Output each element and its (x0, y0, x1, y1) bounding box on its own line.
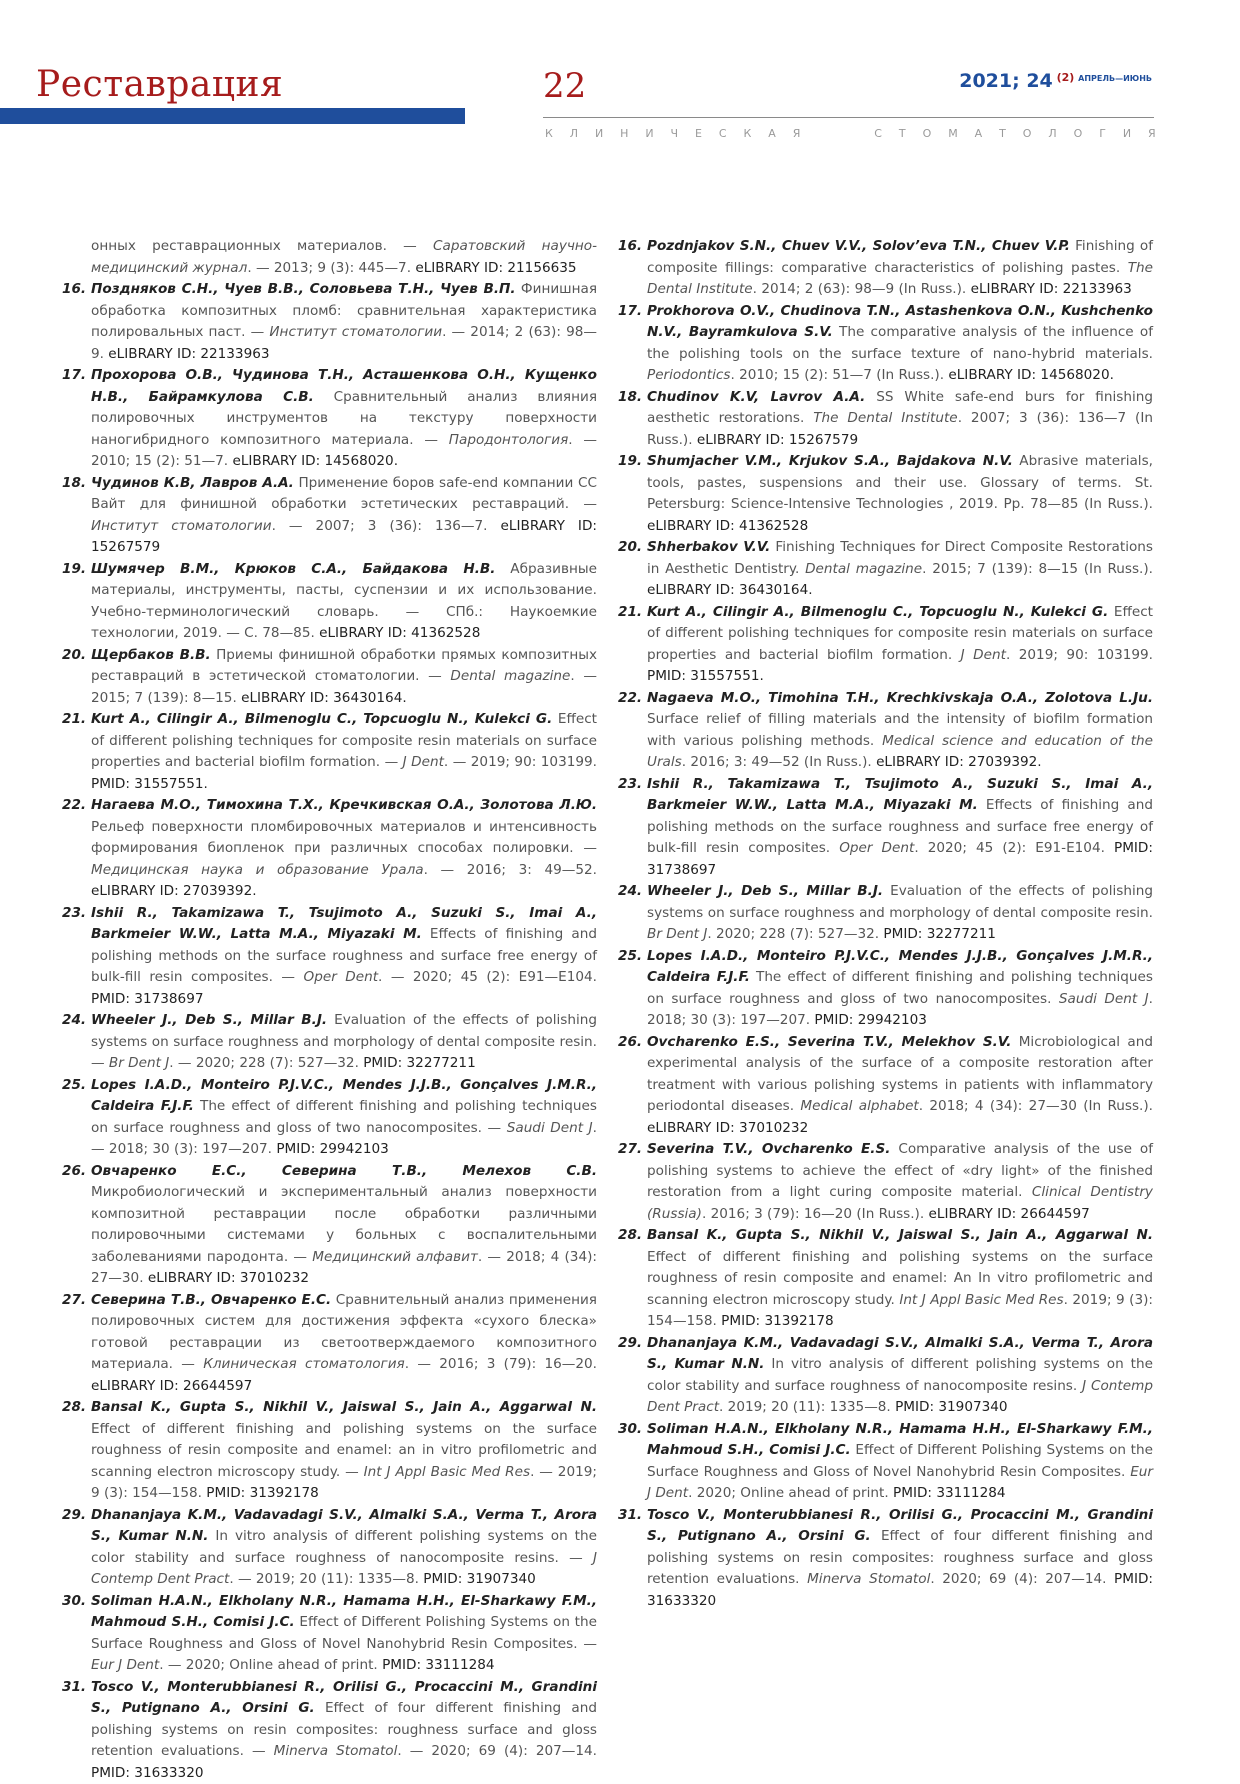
reference-authors: Lopes I.A.D., Monteiro P.J.V.C., Mendes J.J.B., Gonçalves J.M.R., Caldeira F.J.F. (647, 948, 1153, 986)
reference-journal: Oper Dent (304, 969, 379, 985)
reference-authors: Tosco V., Monterubbianesi R., Orilisi G., Procaccini M., Grandini S., Putignano A., Orsini G. (647, 1507, 1153, 1545)
reference-number: 19. (62, 559, 86, 581)
reference-details: . 2020; 228 (7): 527—32. (707, 926, 883, 942)
reference-item (62, 645, 597, 710)
reference-item (62, 236, 597, 279)
reference-item (62, 903, 597, 1011)
journal-letter: С (719, 127, 727, 140)
reference-item (62, 1075, 597, 1161)
journal-letter: Ч (671, 127, 679, 140)
journal-letter: Т (899, 127, 906, 140)
reference-number: 25. (62, 1075, 86, 1097)
reference-title: Finishing Techniques for Direct Composite Restorations in Aesthetic Dentistry. (647, 539, 1153, 577)
reference-identifier: PMID: 31633320 (647, 1571, 1153, 1609)
reference-item (618, 1032, 1153, 1140)
reference-details: . — 2019; 20 (11): 1335—8. (229, 1571, 423, 1587)
reference-title: Абразивные материалы, инструменты, пасты, суспензии и их использование. Учебно-терминологический словарь. — СПб.: Наукоемкие технологии, 2019. — С. 78—85. (91, 561, 597, 642)
reference-number: 21. (62, 709, 86, 731)
reference-identifier: eLIBRARY ID: 41362528 (319, 625, 480, 641)
reference-journal: Саратовский научно-медицинский журнал (91, 238, 597, 276)
references-english-column (618, 236, 1153, 1612)
reference-title: Применение боров safe-end компании СС Вайт для финишной обработки эстетических реставраций. — (91, 475, 597, 513)
reference-authors: Шумячер В.М., Крюков С.А., Байдакова Н.В. (91, 561, 495, 577)
reference-details: . — 2016; 3: 49—52. (424, 862, 597, 878)
reference-number: 29. (618, 1333, 642, 1355)
reference-authors: Soliman H.A.N., Elkholany N.R., Hamama H.H., El-Sharkawy F.M., Mahmoud S.H., Comisi J.C. (647, 1421, 1153, 1459)
reference-details: . — 2013; 9 (3): 445—7. (247, 260, 415, 276)
reference-journal: Br Dent J (109, 1055, 169, 1071)
reference-title: онных реставрационных материалов. — (91, 238, 433, 254)
reference-title: Effect of four different finishing and polishing systems on resin composites: roughness surface and gloss retention evaluations. (647, 1528, 1153, 1587)
reference-identifier: PMID: 32277211 (363, 1055, 476, 1071)
reference-item (618, 1505, 1153, 1613)
reference-identifier: PMID: 29942103 (276, 1141, 389, 1157)
reference-number: 17. (618, 301, 642, 323)
reference-identifier: eLIBRARY ID: 37010232 (647, 1120, 808, 1136)
reference-number: 18. (618, 387, 642, 409)
reference-number: 19. (618, 451, 642, 473)
reference-item (62, 1591, 597, 1677)
reference-identifier: PMID: 32277211 (883, 926, 996, 942)
journal-letter: К (545, 127, 553, 140)
reference-title: Comparative analysis of the use of polishing systems to achieve the effect of «dry light» of the finished restoration from a light curing composite material. (647, 1141, 1153, 1200)
reference-item (62, 1505, 597, 1591)
reference-authors: Wheeler J., Deb S., Millar B.J. (91, 1012, 327, 1028)
reference-title: Effect of different finishing and polishing systems on the surface roughness of resin composite and enamel: An In vitro profilometric and scanning electron microscopy study. (647, 1249, 1153, 1308)
reference-item (618, 774, 1153, 882)
reference-details: . 2018; 30 (3): 197—207. (647, 991, 1153, 1029)
header-rule (543, 117, 1154, 118)
reference-details: . 2010; 15 (2): 51—7 (In Russ.). (730, 367, 948, 383)
reference-authors: Bansal K., Gupta S., Nikhil V., Jaiswal S., Jain A., Aggarwal N. (647, 1227, 1153, 1243)
reference-item (618, 1333, 1153, 1419)
reference-identifier: eLIBRARY ID: 36430164. (647, 582, 813, 598)
reference-identifier: eLIBRARY ID: 26644597 (91, 1378, 252, 1394)
reference-item (618, 301, 1153, 387)
reference-details: . — 2019; 90: 103199. (444, 754, 597, 770)
reference-authors: Lopes I.A.D., Monteiro P.J.V.C., Mendes J.J.B., Gonçalves J.M.R., Caldeira F.J.F. (91, 1077, 597, 1115)
reference-number: 20. (62, 645, 86, 667)
reference-number: 31. (618, 1505, 642, 1527)
journal-letter: И (595, 127, 603, 140)
reference-identifier: PMID: 31738697 (647, 840, 1153, 878)
reference-number: 22. (62, 795, 86, 817)
reference-identifier: eLIBRARY ID: 27039392. (876, 754, 1042, 770)
reference-journal: Пародонтология (449, 432, 569, 448)
journal-letter: О (1074, 127, 1083, 140)
reference-title: Microbiological and experimental analysis of the surface of a composite restoration after treatment with various polishing systems in patients with inflammatory periodontal diseases. (647, 1034, 1153, 1115)
reference-identifier: PMID: 33111284 (893, 1485, 1006, 1501)
reference-title: Сравнительный анализ применения полировочных систем для достижения эффекта «сухого блеска» готовой реставрации из светоотверждаемого композитного материала. — (91, 1292, 597, 1373)
reference-number: 29. (62, 1505, 86, 1527)
reference-journal: Oper Dent (839, 840, 914, 856)
reference-title: Evaluation of the effects of polishing systems on surface roughness and morphology of dental composite resin. — (91, 1012, 597, 1071)
page-number: 22 (543, 66, 586, 106)
reference-identifier: eLIBRARY ID: 21156635 (415, 260, 576, 276)
reference-journal: Dental magazine (450, 668, 570, 684)
reference-details: . — 2016; 3 (79): 16—20. (405, 1356, 597, 1372)
reference-authors: Kurt A., Cilingir A., Bilmenoglu C., Topcuoglu N., Kulekci G. (91, 711, 552, 727)
reference-authors: Wheeler J., Deb S., Millar B.J. (647, 883, 883, 899)
reference-journal: Saudi Dent J (507, 1120, 593, 1136)
issue-volume: 24 (1026, 70, 1052, 92)
reference-number: 23. (62, 903, 86, 925)
journal-letter: Л (570, 127, 578, 140)
reference-item (618, 236, 1153, 301)
reference-journal: Medical science and education of the Urals (647, 733, 1153, 771)
reference-journal: Int J Appl Basic Med Res (899, 1292, 1063, 1308)
reference-identifier: PMID: 31392178 (206, 1485, 319, 1501)
reference-authors: Shherbakov V.V. (647, 539, 770, 555)
reference-title: SS White safe-end burs for finishing aesthetic restorations. (647, 389, 1153, 427)
reference-item (62, 1161, 597, 1290)
reference-number: 16. (62, 279, 86, 301)
reference-journal: Клиническая стоматология (203, 1356, 404, 1372)
reference-identifier: eLIBRARY ID: 22133963 (108, 346, 269, 362)
journal-letter: О (923, 127, 932, 140)
reference-title: The effect of different finishing and polishing techniques on surface roughness and gloss of two nanocomposites. (647, 969, 1153, 1007)
reference-details: . 2020; 45 (2): E91-E104. (914, 840, 1114, 856)
references-russian-column (62, 236, 597, 1784)
reference-journal: Medical alphabet (800, 1098, 918, 1114)
reference-details: . 2018; 4 (34): 27—30 (In Russ.). (919, 1098, 1153, 1114)
reference-journal: Медицинский алфавит (312, 1249, 478, 1265)
header-blue-bar (0, 108, 465, 124)
reference-item (618, 1419, 1153, 1505)
journal-letter: Е (695, 127, 702, 140)
reference-authors: Овчаренко Е.С., Северина Т.В., Мелехов С.В. (91, 1163, 597, 1179)
reference-authors: Nagaeva M.O., Timohina T.H., Krechkivskaja O.A., Zolotova L.Ju. (647, 690, 1153, 706)
reference-title: The effect of different finishing and polishing techniques on surface roughness and gloss of two nanocomposites. — (91, 1098, 597, 1136)
reference-authors: Chudinov K.V, Lavrov A.A. (647, 389, 865, 405)
reference-title: Финишная обработка композитных пломб: сравнительная характеристика полировальных паст. — (91, 281, 597, 340)
reference-authors: Ishii R., Takamizawa T., Tsujimoto A., Suzuki S., Imai A., Barkmeier W.W., Latta M.A., Miyazaki M. (647, 776, 1153, 814)
reference-journal: Minerva Stomatol (274, 1743, 398, 1759)
reference-identifier: PMID: 33111284 (382, 1657, 495, 1673)
reference-journal: J Dent (403, 754, 444, 770)
reference-title: Effect of different polishing techniques for composite resin materials on surface properties and bacterial biofilm formation. (647, 604, 1153, 663)
reference-details: . 2007; 3 (36): 136—7 (In Russ.). (647, 410, 1153, 448)
reference-authors: Shumjacher V.M., Krjukov S.A., Bajdakova N.V. (647, 453, 1013, 469)
reference-number: 21. (618, 602, 642, 624)
reference-journal: Медицинская наука и образование Урала (91, 862, 424, 878)
reference-authors: Pozdnjakov S.N., Chuev V.V., Solov’eva T.N., Chuev V.P. (647, 238, 1070, 254)
reference-journal: J Dent (961, 647, 1006, 663)
reference-authors: Щербаков В.В. (91, 647, 211, 663)
reference-journal: Dental magazine (805, 561, 922, 577)
reference-number: 20. (618, 537, 642, 559)
reference-number: 22. (618, 688, 642, 710)
reference-details: . — 2020; 69 (4): 207—14. (397, 1743, 597, 1759)
journal-letter: А (768, 127, 776, 140)
reference-number: 18. (62, 473, 86, 495)
reference-item (62, 1010, 597, 1075)
reference-journal: The Dental Institute (647, 260, 1153, 298)
reference-title: Микробиологический и экспериментальный анализ поверхности композитной реставрации после обработки различными полировочными системами у больных с воспалительными заболеваниями пародонта. — (91, 1184, 597, 1265)
reference-title: The comparative analysis of the influence of the polishing tools on the surface texture of nano-hybrid materials. (647, 324, 1153, 362)
reference-title: Effects of finishing and polishing methods on the surface roughness and surface free energy of bulk-fill resin composites. (647, 797, 1153, 856)
reference-identifier: eLIBRARY ID: 41362528 (647, 518, 808, 534)
reference-journal: Minerva Stomatol (807, 1571, 930, 1587)
reference-number: 28. (618, 1225, 642, 1247)
reference-details: . 2016; 3 (79): 16—20 (In Russ.). (702, 1206, 929, 1222)
reference-journal: Saudi Dent J (1059, 991, 1149, 1007)
reference-journal: Институт стоматологии (269, 324, 442, 340)
reference-authors: Tosco V., Monterubbianesi R., Orilisi G., Procaccini M., Grandini S., Putignano A., Orsini G. (91, 1679, 597, 1717)
reference-item (618, 881, 1153, 946)
journal-letter: И (1123, 127, 1131, 140)
reference-details: . — 2015; 7 (139): 8—15. (91, 668, 597, 706)
issue-year: 2021; (959, 70, 1026, 92)
reference-authors: Bansal K., Gupta S., Nikhil V., Jaiswal S., Jain A., Aggarwal N. (91, 1399, 597, 1415)
reference-title: Surface relief of filling materials and the intensity of biofilm formation with various polishing methods. (647, 711, 1153, 749)
page-header (0, 0, 1240, 150)
reference-number: 23. (618, 774, 642, 796)
reference-details: . 2020; 69 (4): 207—14. (930, 1571, 1114, 1587)
reference-number: 31. (62, 1677, 86, 1699)
reference-details: . — 2020; 45 (2): E91—E104. (378, 969, 597, 985)
reference-authors: Ishii R., Takamizawa T., Tsujimoto A., Suzuki S., Imai A., Barkmeier W.W., Latta M.A., Miyazaki M. (91, 905, 597, 943)
reference-details: . 2019; 90: 103199. (1006, 647, 1153, 663)
reference-details: . — 2010; 15 (2): 51—7. (91, 432, 597, 470)
reference-item (618, 946, 1153, 1032)
reference-identifier: eLIBRARY ID: 22133963 (971, 281, 1132, 297)
reference-item (62, 279, 597, 365)
reference-title: Abrasive materials, tools, pastes, suspensions and their use. Glossary of terms. St. Petersburg: Science-Intensive Technologies , 2019. Pp. 78—85 (In Russ.). (647, 453, 1153, 512)
reference-identifier: eLIBRARY ID: 37010232 (148, 1270, 309, 1286)
reference-details: . 2015; 7 (139): 8—15 (In Russ.). (922, 561, 1153, 577)
reference-title: Сравнительный анализ влияния полировочных инструментов на текстуру поверхности наногибридного композитного материала. — (91, 389, 597, 448)
reference-item (62, 1290, 597, 1398)
reference-number: 27. (62, 1290, 86, 1312)
reference-authors: Soliman H.A.N., Elkholany N.R., Hamama H.H., El-Sharkawy F.M., Mahmoud S.H., Comisi J.C. (91, 1593, 597, 1631)
reference-title: Evaluation of the effects of polishing systems on surface roughness and morphology of dental composite resin. (647, 883, 1153, 921)
reference-title: Effect of different polishing techniques for composite resin materials on surface properties and bacterial biofilm formation. — (91, 711, 597, 770)
reference-details: . — 2020; Online ahead of print. (159, 1657, 382, 1673)
reference-title: Приемы финишной обработки прямых композитных реставраций в эстетической стоматологии. — (91, 647, 597, 685)
reference-identifier: PMID: 31557551. (647, 668, 764, 684)
journal-letter: Я (1148, 127, 1156, 140)
reference-authors: Severina T.V., Ovcharenko E.S. (647, 1141, 890, 1157)
reference-number: 17. (62, 365, 86, 387)
reference-number: 16. (618, 236, 642, 258)
reference-title: Effects of finishing and polishing methods on the surface roughness and surface free energy of bulk-fill resin composites. — (91, 926, 597, 985)
reference-identifier: PMID: 31738697 (91, 991, 204, 1007)
reference-authors: Нагаева М.О., Тимохина Т.Х., Кречкивская О.А., Золотова Л.Ю. (91, 797, 597, 813)
reference-title: In vitro analysis of different polishing systems on the color stability and surface roughness of nanocomposite resins. — (91, 1528, 597, 1566)
reference-number: 30. (618, 1419, 642, 1441)
reference-details: . 2014; 2 (63): 98—9 (In Russ.). (753, 281, 971, 297)
reference-identifier: eLIBRARY ID: 36430164. (241, 690, 407, 706)
reference-details: . — 2019; 9 (3): 154—158. (91, 1464, 597, 1502)
journal-letter: О (1023, 127, 1032, 140)
reference-identifier: PMID: 31633320 (91, 1765, 204, 1781)
reference-number: 25. (618, 946, 642, 968)
reference-item (62, 1677, 597, 1784)
reference-title: Effect of Different Polishing Systems on the Surface Roughness and Gloss of Novel Nanohybrid Resin Composites. (647, 1442, 1153, 1480)
reference-authors: Северина Т.В., Овчаренко Е.С. (91, 1292, 331, 1308)
journal-letter: Л (1048, 127, 1056, 140)
reference-journal: Clinical Dentistry (Russia) (647, 1184, 1153, 1222)
journal-letter: Г (1099, 127, 1106, 140)
issue-info (959, 70, 1152, 92)
journal-letter: С (874, 127, 882, 140)
reference-number: 26. (62, 1161, 86, 1183)
reference-authors: Ovcharenko E.S., Severina T.V., Melekhov S.V. (647, 1034, 1011, 1050)
reference-identifier: PMID: 31907340 (895, 1399, 1008, 1415)
reference-item (62, 559, 597, 645)
reference-details: . 2016; 3: 49—52 (In Russ.). (682, 754, 876, 770)
reference-details: . — 2007; 3 (36): 136—7. (272, 518, 501, 534)
reference-item (618, 688, 1153, 774)
reference-journal: Int J Appl Basic Med Res (364, 1464, 530, 1480)
reference-title: Рельеф поверхности пломбировочных материалов и интенсивность формирования биопленок при различных способах полировки. — (91, 819, 597, 857)
reference-item (62, 365, 597, 473)
journal-letter: И (645, 127, 653, 140)
reference-number: 24. (62, 1010, 86, 1032)
reference-details: . — 2018; 4 (34): 27—30. (91, 1249, 597, 1287)
reference-title: Effect of four different finishing and polishing systems on resin composites: roughness surface and gloss retention evaluations. — (91, 1700, 597, 1759)
reference-number: 27. (618, 1139, 642, 1161)
reference-item (62, 795, 597, 903)
reference-item (62, 709, 597, 795)
reference-authors: Поздняков С.Н., Чуев В.В., Соловьева Т.Н., Чуев В.П. (91, 281, 516, 297)
reference-details: . 2019; 9 (3): 154—158. (647, 1292, 1153, 1330)
reference-identifier: eLIBRARY ID: 14568020. (232, 453, 398, 469)
reference-journal: J Contemp Dent Pract (91, 1550, 597, 1588)
reference-details: . — 2018; 30 (3): 197—207. (91, 1120, 597, 1158)
reference-authors: Dhananjaya K.M., Vadavadagi S.V., Almalki S.A., Verma T., Arora S., Kumar N.N. (647, 1335, 1153, 1373)
journal-name (545, 127, 1156, 140)
reference-identifier: eLIBRARY ID: 14568020. (948, 367, 1114, 383)
reference-identifier: PMID: 29942103 (814, 1012, 927, 1028)
reference-identifier: PMID: 31907340 (423, 1571, 536, 1587)
reference-identifier: eLIBRARY ID: 26644597 (929, 1206, 1090, 1222)
reference-authors: Чудинов К.В, Лавров А.А. (91, 475, 294, 491)
reference-title: Finishing of composite fillings: comparative characteristics of polishing pastes. (647, 238, 1153, 276)
reference-title: In vitro analysis of different polishing systems on the color stability and surface roughness of nanocomposite resins. (647, 1356, 1153, 1394)
reference-details: . — 2020; 228 (7): 527—32. (169, 1055, 363, 1071)
reference-identifier: PMID: 31557551. (91, 776, 208, 792)
reference-details: . — 2014; 2 (63): 98—9. (91, 324, 597, 362)
reference-journal: J Contemp Dent Pract (647, 1378, 1153, 1416)
reference-authors: Dhananjaya K.M., Vadavadagi S.V., Almalki S.A., Verma T., Arora S., Kumar N.N. (91, 1507, 597, 1545)
reference-number: 30. (62, 1591, 86, 1613)
reference-item (618, 1225, 1153, 1333)
issue-part: (2) (1053, 71, 1078, 84)
reference-journal: Eur J Dent (647, 1464, 1153, 1502)
reference-authors: Kurt A., Cilingir A., Bilmenoglu C., Topcuoglu N., Kulekci G. (647, 604, 1108, 620)
reference-authors: Прохорова О.В., Чудинова Т.Н., Асташенкова О.Н., Кущенко Н.В., Байрамкулова С.В. (91, 367, 597, 405)
journal-letter: А (975, 127, 983, 140)
journal-letter: Я (793, 127, 801, 140)
reference-details: . 2019; 20 (11): 1335—8. (719, 1399, 895, 1415)
reference-identifier: eLIBRARY ID: 27039392. (91, 883, 257, 899)
reference-identifier: PMID: 31392178 (721, 1313, 834, 1329)
reference-item (618, 537, 1153, 602)
reference-item (62, 473, 597, 559)
reference-journal: Br Dent J (647, 926, 707, 942)
reference-item (618, 387, 1153, 452)
reference-details: . 2020; Online ahead of print. (688, 1485, 893, 1501)
reference-item (618, 451, 1153, 537)
journal-letter: Т (999, 127, 1006, 140)
reference-item (618, 1139, 1153, 1225)
reference-authors: Prokhorova O.V., Chudinova T.N., Astashenkova O.N., Kushchenko N.V., Bayramkulova S.V. (647, 303, 1153, 341)
journal-letter: К (744, 127, 752, 140)
journal-letter: М (948, 127, 958, 140)
reference-journal: Eur J Dent (91, 1657, 159, 1673)
issue-period: АПРЕЛЬ—ИЮНЬ (1078, 74, 1152, 83)
reference-number: 24. (618, 881, 642, 903)
reference-title: Effect of different finishing and polishing systems on the surface roughness of resin composite and enamel: an in vitro profilometric and scanning electron microscopy study. — (91, 1421, 597, 1480)
reference-identifier: eLIBRARY ID: 15267579 (697, 432, 858, 448)
reference-identifier: eLIBRARY ID: 15267579 (91, 518, 597, 556)
reference-journal: Periodontics (647, 367, 730, 383)
reference-number: 26. (618, 1032, 642, 1054)
reference-journal: Институт стоматологии (91, 518, 272, 534)
reference-title: Effect of Different Polishing Systems on the Surface Roughness and Gloss of Novel Nanohybrid Resin Composites. — (91, 1614, 597, 1652)
section-title: Реставрация (36, 64, 283, 105)
reference-item (618, 602, 1153, 688)
journal-letter: Н (620, 127, 628, 140)
reference-journal: The Dental Institute (813, 410, 957, 426)
reference-item (62, 1397, 597, 1505)
reference-number: 28. (62, 1397, 86, 1419)
